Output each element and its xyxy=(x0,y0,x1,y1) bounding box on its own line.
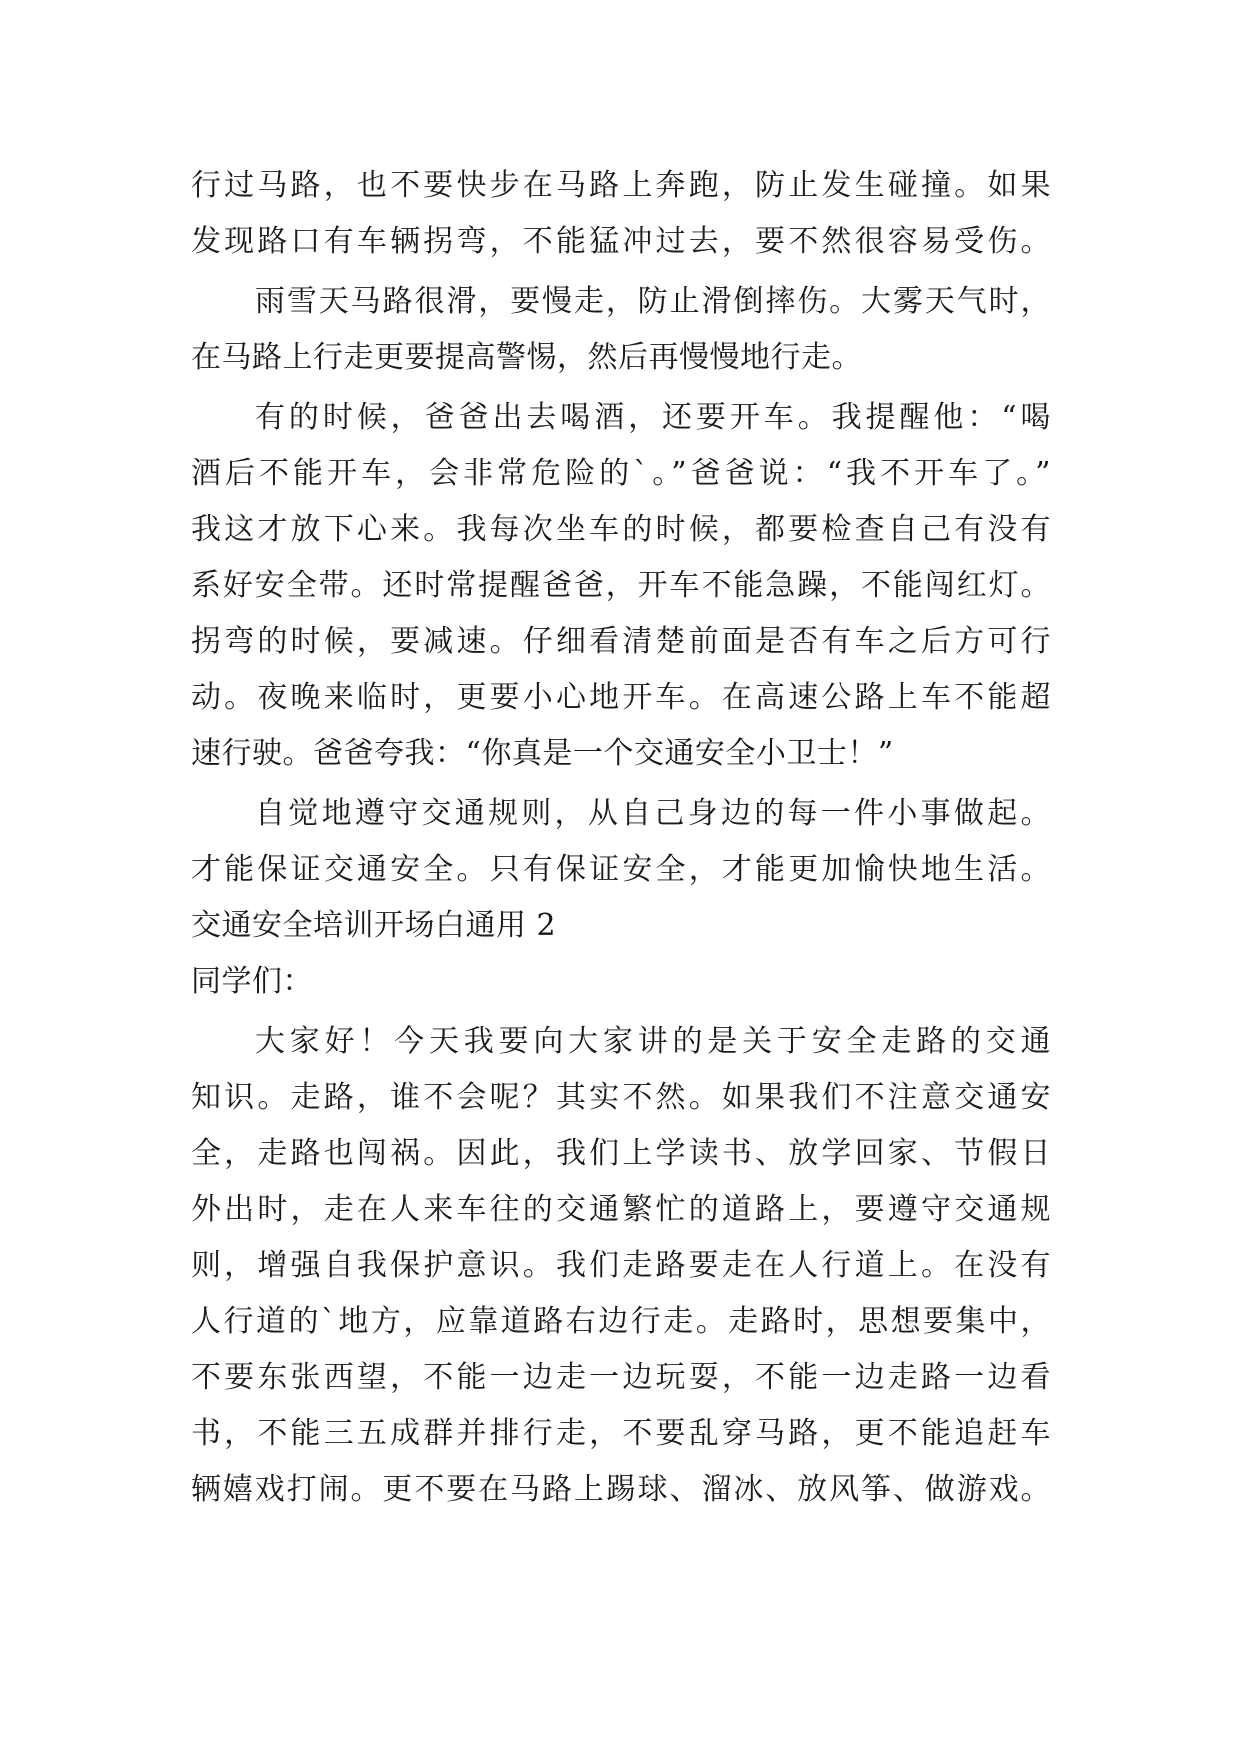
text-line: 发现路口有车辆拐弯，不能猛冲过去，要不然很容易受伤。 xyxy=(191,224,1051,259)
text-line: 大家好！今天我要向大家讲的是关于安全走路的交通 xyxy=(255,1024,1051,1059)
text-line: 行过马路，也不要快步在马路上奔跑，防止发生碰撞。如果 xyxy=(191,168,1051,203)
text-line: 自觉地遵守交通规则，从自己身边的每一件小事做起。 xyxy=(255,796,1051,831)
text-line: 才能保证交通安全。只有保证安全，才能更加愉快地生活。 xyxy=(191,852,1051,887)
text-line: 知识。走路，谁不会呢？其实不然。如果我们不注意交通安 xyxy=(191,1080,1051,1115)
text-line: 速行驶。爸爸夸我：“你真是一个交通安全小卫士！” xyxy=(191,736,894,771)
text-line: 外出时，走在人来车往的交通繁忙的道路上，要遵守交通规 xyxy=(191,1192,1051,1227)
text-line: 不要东张西望，不能一边走一边玩耍，不能一边走路一边看 xyxy=(191,1360,1051,1395)
text-line: 书，不能三五成群并排行走，不要乱穿马路，更不能追赶车 xyxy=(191,1416,1051,1451)
text-line: 在马路上行走更要提高警惕，然后再慢慢地行走。 xyxy=(191,340,862,375)
text-line: 雨雪天马路很滑，要慢走，防止滑倒摔伤。大雾天气时， xyxy=(255,284,1051,319)
text-line: 拐弯的时候，要减速。仔细看清楚前面是否有车之后方可行 xyxy=(191,624,1051,659)
text-line: 我这才放下心来。我每次坐车的时候，都要检查自己有没有 xyxy=(191,512,1051,547)
text-line: 则，增强自我保护意识。我们走路要走在人行道上。在没有 xyxy=(191,1248,1051,1283)
text-line: 辆嬉戏打闹。更不要在马路上踢球、溜冰、放风筝、做游戏。 xyxy=(191,1472,1051,1507)
text-line: 酒后不能开车，会非常危险的`。”爸爸说：“我不开车了。” xyxy=(191,456,1051,491)
text-line: 全，走路也闯祸。因此，我们上学读书、放学回家、节假日 xyxy=(191,1136,1051,1171)
text-line: 动。夜晚来临时，更要小心地开车。在高速公路上车不能超 xyxy=(191,680,1051,715)
section-heading: 交通安全培训开场白通用 2 xyxy=(191,908,557,943)
text-line: 系好安全带。还时常提醒爸爸，开车不能急躁，不能闯红灯。 xyxy=(191,568,1051,603)
text-line: 有的时候，爸爸出去喝酒，还要开车。我提醒他：“喝 xyxy=(255,400,1051,435)
text-line: 人行道的`地方，应靠道路右边行走。走路时，思想要集中， xyxy=(191,1304,1051,1339)
salutation: 同学们： xyxy=(191,964,313,999)
document-body xyxy=(191,158,1051,1518)
